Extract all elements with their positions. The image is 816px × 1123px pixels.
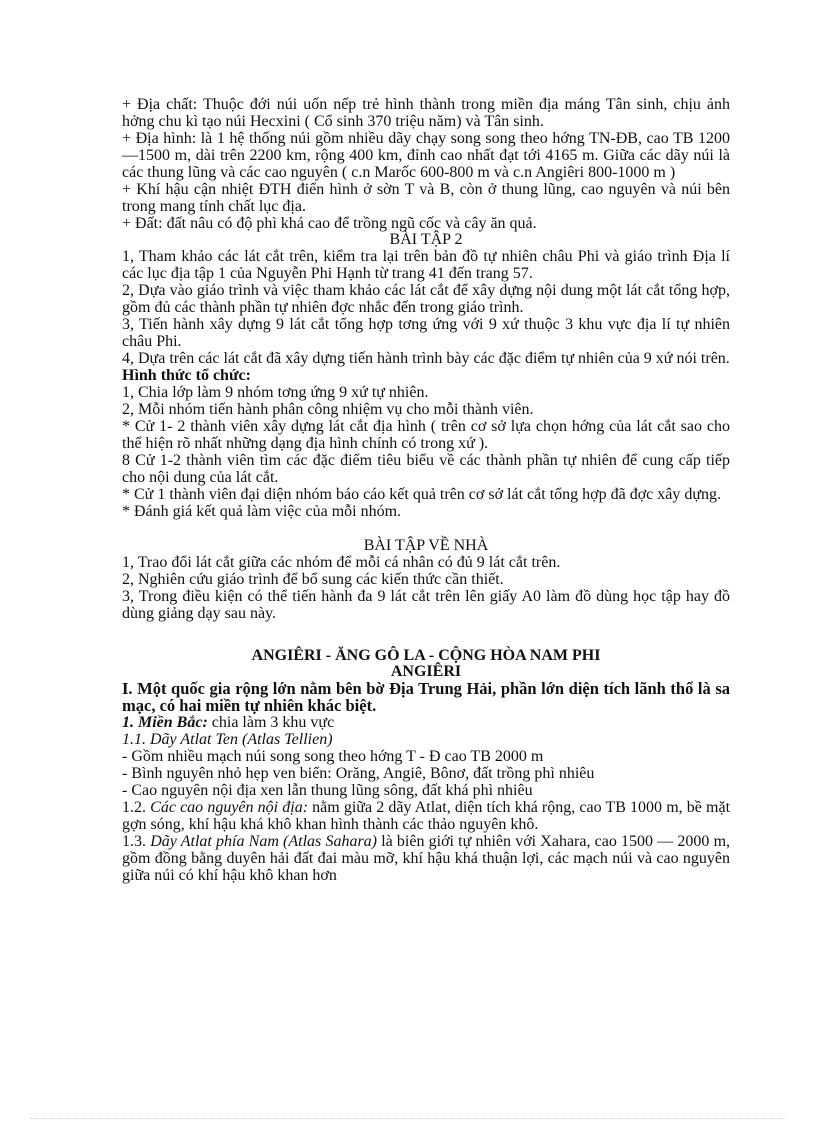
organization-item-1: 1, Chia lớp làm 9 nhóm tơng ứng 9 xứ tự nhiên.	[122, 384, 429, 401]
organization-item-6: * Đánh giá kết quả làm việc của mỗi nhóm.	[122, 503, 402, 520]
bullet-1-1-a: - Gồm nhiều mạch núi song song theo hớng T - Đ cao TB 2000 m	[122, 748, 544, 765]
heading-bai-tap-ve-nha: BÀI TẬP VỀ NHÀ	[363, 537, 489, 554]
subsection-1-1: 1.1. Dãy Atlat Ten (Atlas Tellien)	[122, 731, 333, 748]
organization-item-3: * Cử 1- 2 thành viên xây dựng lát cắt địa hình ( trên cơ sở lựa chọn hớng của lát cắt sao cho thể hiện rõ nhất những dạng địa hình chính có trong xứ ).	[122, 418, 730, 452]
organization-item-4: 8 Cử 1-2 thành viên tìm các đặc điểm tiêu biểu về các thành phần tự nhiên để cung cấp tiếp cho nội dung của lát cắt.	[122, 452, 730, 486]
spacer	[122, 622, 730, 648]
page-bottom-divider	[30, 1118, 786, 1119]
subsection-1-2	[122, 799, 730, 833]
homework-item-3: 3, Trong điều kiện có thể tiến hành đa 9 lát cắt trên lên giấy A0 làm đồ dùng học tập hay đồ dùng giảng dạy sau này.	[122, 588, 730, 622]
spacer	[122, 520, 730, 538]
homework-item-2: 2, Nghiên cứu giáo trình để bổ sung các kiến thức cần thiết.	[122, 571, 504, 588]
geology-paragraph: + Địa chất: Thuộc đới núi uốn nếp trẻ hình thành trong miền địa máng Tân sinh, chịu ảnh hởng chu kì tạo núi Hecxini ( Cổ sinh 370 triệu năm) và Tân sinh.	[122, 96, 730, 130]
terrain-paragraph: + Địa hình: là 1 hệ thống núi gồm nhiều dãy chạy song song theo hớng TN-ĐB, cao TB 1200 —1500 m, dài trên 2200 km, rộng 400 km, đỉnh cao nhất đạt tới 4165 m. Giữa các dãy núi là các thung lũng và các cao nguyên ( c.n Marốc 600-800 m và c.n Angiêri 800-1000 m )	[122, 130, 730, 181]
homework-item-1: 1, Trao đổi lát cắt giữa các nhóm để mỗi cá nhân có đủ 9 lát cắt trên.	[122, 554, 561, 571]
exercise-2-item-2: 2, Dựa vào giáo trình và việc tham khảo các lát cắt để xây dựng nội dung một lát cắt tổng hợp, gồm đủ các thành phần tự nhiên đợc nhắc đến trong giáo trình.	[122, 282, 730, 316]
mien-bac-label: 1. Miền Bắc:	[122, 714, 208, 731]
heading-bai-tap-2: BÀI TẬP 2	[389, 231, 463, 248]
subsection-1-3	[122, 833, 730, 884]
subsection-1-3-text: là biên giới tự nhiên với Xahara, cao 1500 — 2000 m, gồm đồng bằng duyên hải đất đai màu mỡ, khí hậu khá thuận lợi, các mạch núi và cao nguyên giữa núi có khí hậu khô khan hơn	[122, 833, 731, 884]
subsection-1-3-label: Dãy Atlat phía Nam (Atlas Sahara)	[150, 833, 378, 850]
heading-hinh-thuc-to-chuc: Hình thức tổ chức:	[122, 367, 251, 384]
mien-bac-line	[122, 714, 730, 731]
climate-paragraph: + Khí hậu cận nhiệt ĐTH điển hình ở sờn T và B, còn ở thung lũng, cao nguyên và núi bên trong mang tính chất lục địa.	[122, 181, 730, 215]
exercise-2-item-3: 3, Tiến hành xây dựng 9 lát cắt tổng hợp tơng ứng với 9 xứ thuộc 3 khu vực địa lí tự nhiên châu Phi.	[122, 316, 730, 350]
organization-item-2: 2, Mỗi nhóm tiến hành phân công nhiệm vụ cho mỗi thành viên.	[122, 401, 534, 418]
bullet-1-1-c: - Cao nguyên nội địa xen lẫn thung lũng sông, đất khá phì nhiêu	[122, 782, 533, 799]
subsection-1-2-num: 1.2.	[122, 799, 151, 816]
bullet-1-1-b: - Bình nguyên nhỏ hẹp ven biển: Orăng, Angiê, Bônơ, đất trồng phì nhiêu	[122, 765, 595, 782]
exercise-2-item-1: 1, Tham khảo các lát cắt trên, kiểm tra lại trên bản đồ tự nhiên châu Phi và giáo trình Địa lí các lục địa tập 1 của Nguyễn Phi Hạnh từ trang 41 đến trang 57.	[122, 248, 730, 282]
document-body	[122, 96, 730, 884]
section-intro: I. Một quốc gia rộng lớn nằm bên bờ Địa Trung Hải, phần lớn diện tích lãnh thổ là sa mạc, có hai miền tự nhiên khác biệt.	[122, 679, 730, 715]
subsection-1-2-text: nằm giữa 2 dãy Atlat, diện tích khá rộng, cao TB 1000 m, bề mặt gợn sóng, khí hậu khá khô khan hình thành các thảo nguyên khô.	[122, 799, 731, 833]
section-title: ANGIÊRI - ĂNG GÔ LA - CỘNG HÒA NAM PHI	[251, 647, 601, 664]
subsection-1-3-num: 1.3.	[122, 833, 151, 850]
section-subtitle: ANGIÊRI	[390, 663, 462, 680]
mien-bac-text: chia làm 3 khu vực	[207, 714, 335, 731]
organization-item-5: * Cử 1 thành viên đại diện nhóm báo cáo kết quả trên cơ sở lát cắt tổng hợp đã đợc xây dựng.	[122, 486, 722, 503]
subsection-1-2-label: Các cao nguyên nội địa:	[150, 799, 309, 816]
exercise-2-item-4: 4, Dựa trên các lát cắt đã xây dựng tiến hành trình bày các đặc điểm tự nhiên của 9 xứ nói trên.	[122, 350, 730, 367]
soil-paragraph: + Đất: đất nâu có độ phì khá cao để trồng ngũ cốc và cây ăn quả.	[122, 215, 537, 232]
